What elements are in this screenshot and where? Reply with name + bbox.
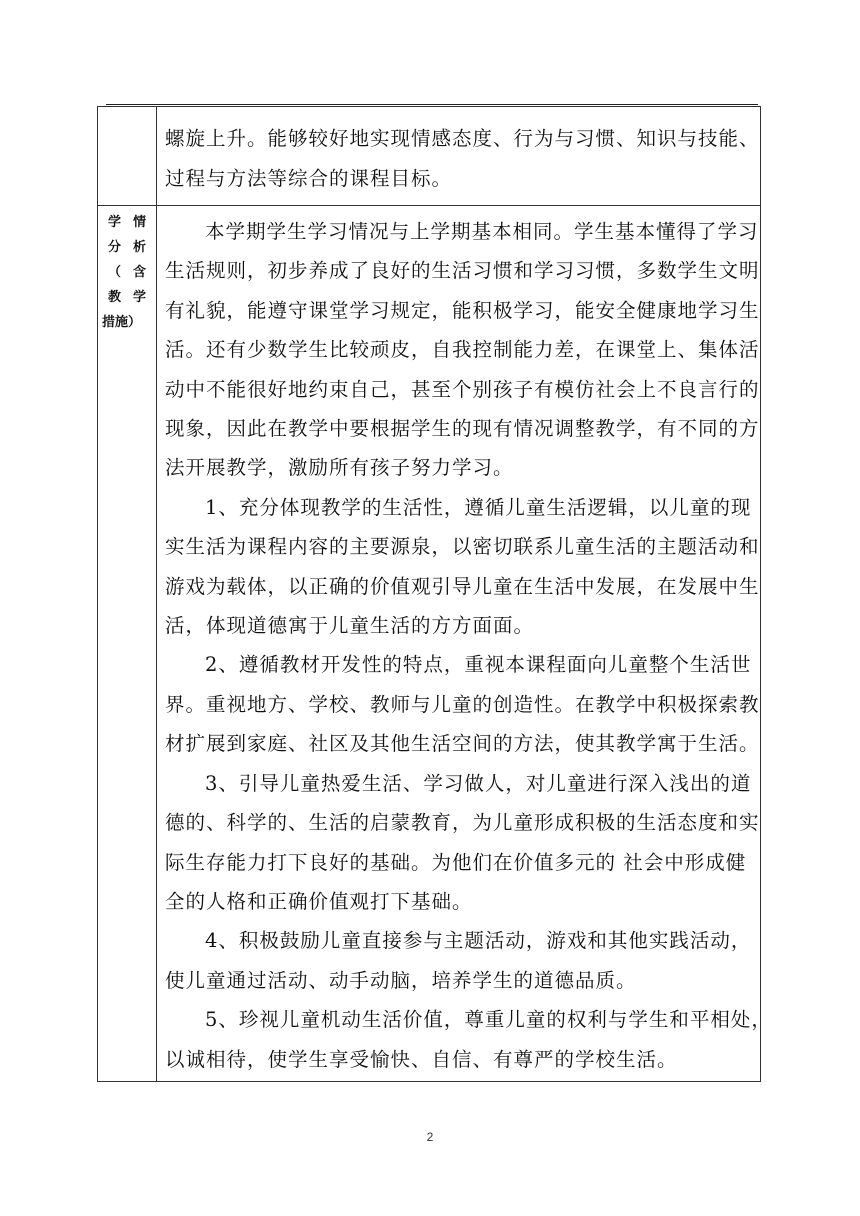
section-label-line-4: 教 学 xyxy=(108,290,146,305)
section-label-line-2: 分 析 xyxy=(108,240,146,255)
plan-table xyxy=(97,106,772,1082)
empty-label-cell xyxy=(98,107,157,206)
continuation-line-2: 过程与方法等综合的课程目标。 xyxy=(165,167,453,190)
header-rule xyxy=(106,104,758,105)
paragraph-measure-5: 5、珍视儿童机动生活价值，尊重儿童的权利与学生和平相处， 以诚相待，使学生享受愉快、自信、有尊严的学校生活。 xyxy=(165,1008,772,1071)
paragraph-measure-4: 4、积极鼓励儿童直接参与主题活动，游戏和其他实践活动， 使儿童通过活动、动手动脑，培养学生的道德品质。 xyxy=(165,929,752,992)
section-label-cell xyxy=(98,206,157,1082)
paragraph-measure-3: 3、引导儿童热爱生活、学习做人，对儿童进行深入浅出的道 德的、科学的、生活的启蒙教育，为儿童形成积极的生活态度和实 际生存能力打下良好的基础。为他们在价值多元的 社会中形成健 全的人格和正确价值观打下基础。 xyxy=(165,771,760,913)
continuation-row xyxy=(98,107,761,206)
continuation-cell xyxy=(157,107,761,206)
page-number: 2 xyxy=(426,1130,434,1144)
section-label-line-1: 学 情 xyxy=(108,215,146,230)
paragraph-measure-2: 2、遵循教材开发性的特点，重视本课程面向儿童整个生活世 界。重视地方、学校、教师与儿童的创造性。在教学中积极探索教 材扩展到家庭、社区及其他生活空间的方法，使其教学寓于生活。 xyxy=(165,653,760,756)
paragraph-situation: 本学期学生学习情况与上学期基本相同。学生基本懂得了学习 生活规则，初步养成了良好的生活习惯和学习习惯，多数学生文明 有礼貌，能遵守课堂学习规定，能积极学习，能安全健康地学习生 活。还有少数学生比较顽皮，自我控制能力差，在课堂上、集体活 动中不能很好地约束自己，甚至个别孩子有模仿社会上不良言行的 现象，因此在教学中要根据学生的现有情况调整教学，有不同的方 法开展教学，激励所有孩子努力学习。 xyxy=(165,220,760,480)
paragraph-measure-1: 1、充分体现教学的生活性，遵循儿童生活逻辑，以儿童的现 实生活为课程内容的主要源泉，以密切联系儿童生活的主题活动和 游戏为载体，以正确的价值观引导儿童在生活中发展，在发展中生 活，体现道德寓于儿童生活的方方面面。 xyxy=(165,495,760,638)
section-label-line-3: （ 含 xyxy=(108,265,146,280)
student-analysis-row xyxy=(98,206,761,1082)
analysis-content-cell xyxy=(157,206,772,1082)
continuation-line-1: 螺旋上升。能够较好地实现情感态度、行为与习惯、知识与技能、 xyxy=(165,127,760,150)
section-label-line-5: 措施） xyxy=(102,315,142,330)
